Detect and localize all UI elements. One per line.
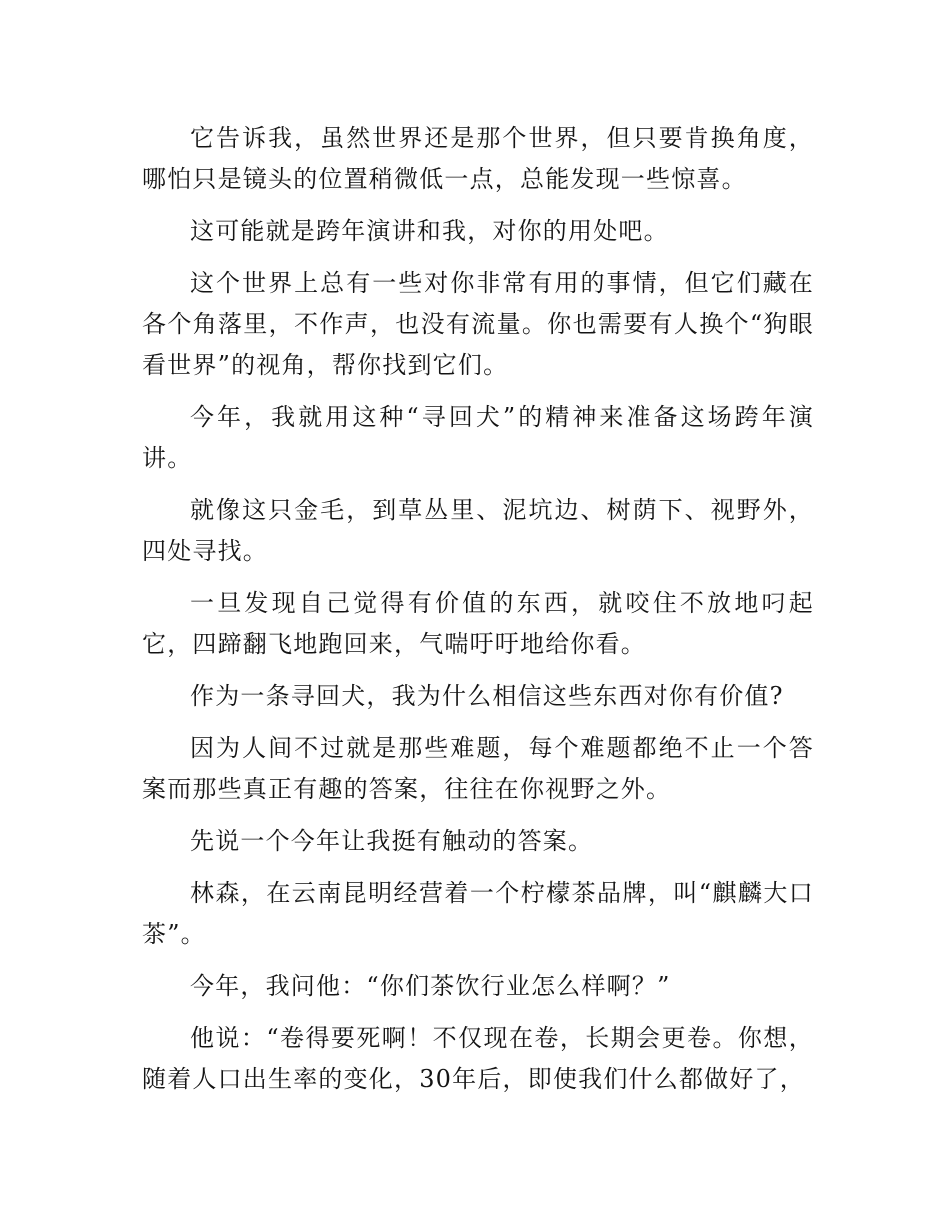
- paragraph-9: 先说一个今年让我挺有触动的答案。: [190, 827, 594, 855]
- paragraph-11: 今年，我问他：“你们茶饮行业怎么样啊？”: [190, 972, 671, 1000]
- paragraph-3: 这个世界上总有一些对你非常有用的事情，但它们藏在各个角落里，不作声，也没有流量。你也需要有人换个“狗眼看世界”的视角，帮你找到它们。: [142, 269, 814, 379]
- paragraph-2: 这可能就是跨年演讲和我，对你的用处吧。: [190, 217, 669, 245]
- paragraph-4: 今年，我就用这种“寻回犬”的精神来准备这场跨年演讲。: [142, 403, 814, 472]
- paragraph-5: 就像这只金毛，到草丛里、泥坑边、树荫下、视野外，四处寻找。: [142, 496, 814, 565]
- paragraph-10: 林森，在云南昆明经营着一个柠檬茶品牌，叫“麒麟大口茶”。: [142, 879, 814, 948]
- paragraph-6: 一旦发现自己觉得有价值的东西，就咬住不放地叼起它，四蹄翻飞地跑回来，气喘吁吁地给你看。: [142, 589, 814, 658]
- document-page: [142, 118, 814, 1111]
- paragraph-7: 作为一条寻回犬，我为什么相信这些东西对你有价值?: [190, 682, 784, 710]
- paragraph-1: 它告诉我，虽然世界还是那个世界，但只要肯换角度，哪怕只是镜头的位置稍微低一点，总能发现一些惊喜。: [142, 124, 814, 193]
- paragraph-8: 因为人间不过就是那些难题，每个难题都绝不止一个答案而那些真正有趣的答案，往往在你视野之外。: [142, 734, 814, 803]
- paragraph-12: 他说：“卷得要死啊！不仅现在卷，长期会更卷。你想，随着人口出生率的变化，30年后，即使我们什么都做好了，: [142, 1024, 814, 1093]
